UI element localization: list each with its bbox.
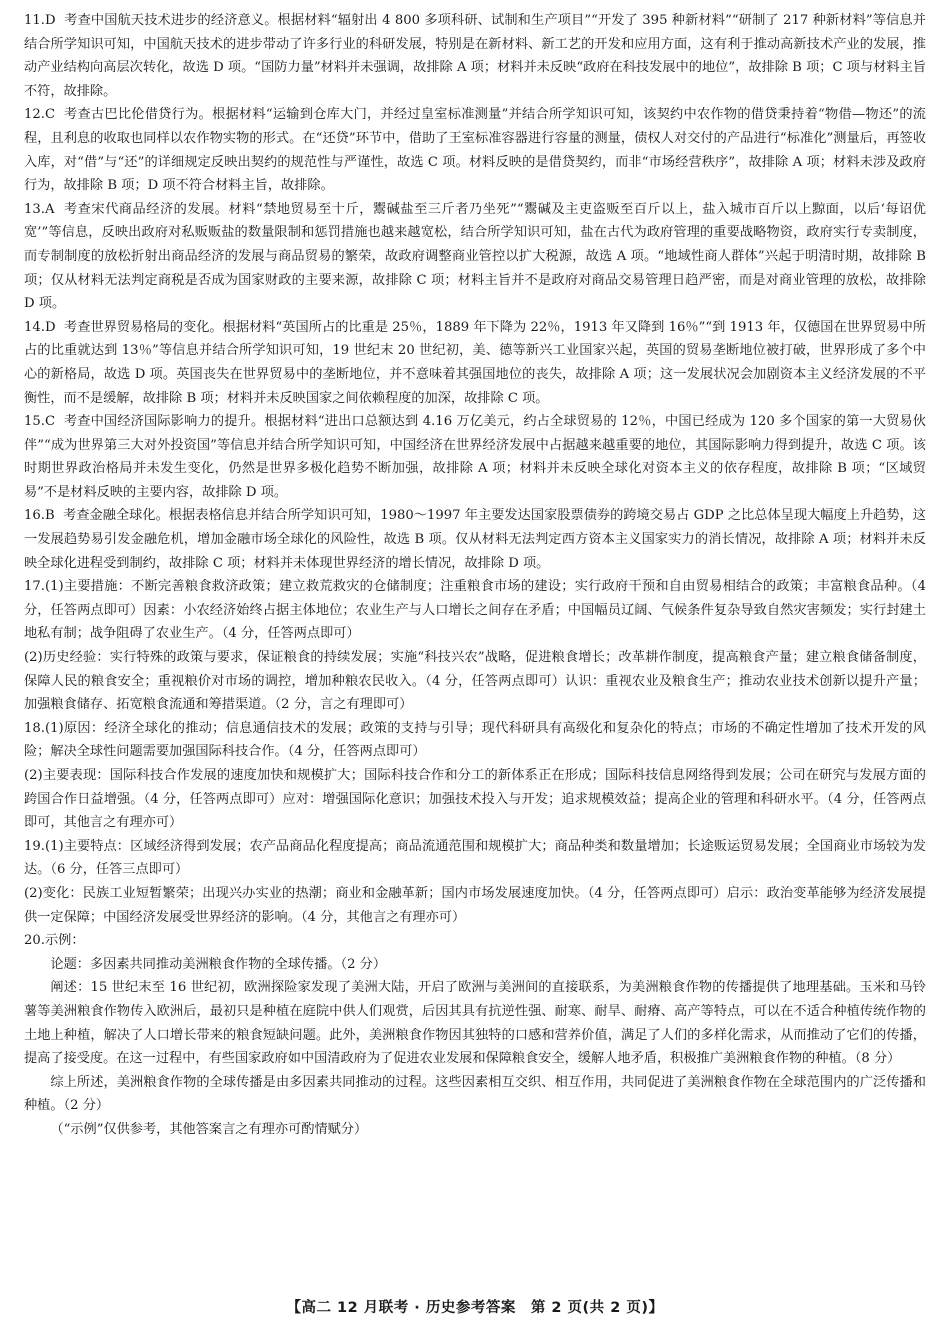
- answer-number: 20.: [24, 933, 45, 949]
- answer-20-note: （“示例”仅供参考，其他答案言之有理亦可酌情赋分）: [50, 1121, 368, 1137]
- answer-text: (1)主要特点：区域经济得到发展；农产品商品化程度提高；商品流通范围和规模扩大；商品种类和数量增加；长途贩运贸易发展；全国商业市场较为发达。（6 分，任答三点即可）: [24, 838, 926, 878]
- answer-19-part2: (2)变化：民族工业短暂繁荣；出现兴办实业的热潮；商业和金融革新；国内市场发展速度加快。（4 分，任答两点即可）启示：政治变革能够为经济发展提供一定保障；中国经济发展受世界经济的影响。（4 分，其他言之有理亦可）: [24, 885, 926, 925]
- answer-text: (1)原因：经济全球化的推动；信息通信技术的发展；政策的支持与引导；现代科研具有高级化和复杂化的特点；市场的不确定性增加了技术开发的风险；解决全球性问题需要加强国际科技合作。（4 分，任答两点即可）: [24, 720, 926, 760]
- answer-number: 17.: [24, 579, 45, 595]
- answer-number: 15.C: [24, 414, 56, 430]
- page-footer: 【高二 12 月联考 · 历史参考答案 第 2 页(共 2 页)】: [286, 1300, 664, 1316]
- example-label: 示例：: [44, 933, 85, 949]
- answer-18-part1: [24, 717, 926, 764]
- answer-text: 考查宋代商品经济的发展。材料“禁地贸易至十斤，鬻碱盐至三斤者乃坐死”“鬻碱及主吏盗贩至百斤以上，盐入城市百斤以上黥面，以后‘每诏优宽’”等信息，反映出政府对私贩贩盐的数量限制和惩罚措施也越来越宽松，结合所学知识可知，盐在古代为政府管理的重要战略物资，政府实行专卖制度，而专制制度的放松折射出商品经济的发展与商品贸易的繁荣，故政府调整商业管控以扩大税源，故选 A 项。“地域性商人群体”兴起于明清时期，故排除 B 项；仅从材料无法判定商税是否成为国家财政的主要来源，故排除 C 项；材料主旨并不是政府对商品交易管理日趋严密，而是对商业管理的放松，故排除 D 项。: [24, 201, 926, 312]
- answer-number: 16.B: [24, 508, 55, 524]
- answer-17-part2: (2)历史经验：实行特殊的政策与要求，保证粮食的持续发展；实施“科技兴农”战略，促进粮食增长；改革耕作制度，提高粮食产量；建立粮食储备制度，保障人民的粮食安全；重视粮价对市场的调控，增加种粮农民收入。（4 分，任答两点即可）认识：重视农业及粮食生产；推动农业技术创新以提升产量；加强粮食储存、拓宽粮食流通和筹措渠道。（2 分，言之有理即可）: [24, 650, 926, 713]
- answer-text: 考查古巴比伦借贷行为。根据材料“运输到仓库大门，并经过皇室标准测量”并结合所学知识可知，该契约中农作物的借贷秉持着“物借—物还”的流程，且利息的收取也同样以农作物实物的形式。在“还贷”环节中，借助了王室标准容器进行容量的测量，债权人对交付的产品进行“标准化”测量后，再签收入库，对“借”与“还”的详细规定反映出契约的规范性与严谨性，故选 C 项。材料反映的是借贷契约，而非“市场经营秩序”，故排除 A 项；材料未涉及政府行为，故排除 B 项；D 项不符合材料主旨，故排除。: [24, 107, 926, 194]
- answer-text: 考查中国航天技术进步的经济意义。根据材料“辐射出 4 800 多项科研、试制和生产项目”“开发了 395 种新材料”“研制了 217 种新材料”等信息并结合所学知识可知，中国航天技术的进步带动了许多行业的科研发展，特别是在新材料、新工艺的开发和应用方面，这有利于推动高新技术产业的发展，推动产业结构向高层次转化，故选 D 项。“国防力量”材料并未强调，故排除 A 项；材料并未反映“政府在科技发展中的地位”，故排除 B 项；C 项与材料主旨不符，故排除。: [24, 13, 926, 99]
- answer-19-part1: [24, 835, 926, 882]
- answer-20-body: 阐述：15 世纪末至 16 世纪初，欧洲探险家发现了美洲大陆，开启了欧洲与美洲间的直接联系，为美洲粮食作物的传播提供了地理基础。玉米和马铃薯等美洲粮食作物传入欧洲后，最初只是种植在庭院中供人们观赏，后因其具有抗逆性强、耐寒、耐旱、耐瘠、高产等特点，可以在不适合种植传统作物的土地上种植，解决了人口增长带来的粮食短缺问题。此外，美洲粮食作物因其独特的口感和营养价值，满足了人们的多样化需求，从而推动了它们的传播，提高了接受度。在这一过程中，有些国家政府如中国清政府为了促进农业发展和保障粮食安全，缓解人地矛盾，积极推广美洲粮食作物的种植。（8 分）: [24, 980, 926, 1067]
- answer-13: [24, 198, 926, 316]
- answer-number: 14.D: [24, 319, 56, 335]
- answer-text: 考查中国经济国际影响力的提升。根据材料“进出口总额达到 4.16 万亿美元，约占全球贸易的 12％，中国已经成为 120 多个国家的第一大贸易伙伴”“成为世界第三大对外投资国”等信息并结合所学知识可知，中国经济在世界经济发展中占据越来越重要的地位，其国际影响力得到提升，故选 C 项。该时期世界政治格局并未发生变化，仍然是世界多极化趋势不断加强，故排除 A 项；材料并未反映全球化对资本主义的依存程度，故排除 B 项；“区域贸易”不是材料反映的主要内容，故排除 D 项。: [24, 414, 926, 500]
- answer-20-conclusion: 综上所述，美洲粮食作物的全球传播是由多因素共同推动的过程。这些因素相互交织、相互作用，共同促进了美洲粮食作物在全球范围内的广泛传播和种植。（2 分）: [24, 1074, 926, 1114]
- answer-20-thesis: 论题：多因素共同推动美洲粮食作物的全球传播。（2 分）: [50, 956, 387, 972]
- answer-number: 11.D: [24, 13, 56, 28]
- answer-number: 12.C: [24, 107, 56, 123]
- answer-text: (1)主要措施：不断完善粮食救济政策；建立救荒救灾的仓储制度；注重粮食市场的建设；实行政府干预和自由贸易相结合的政策；丰富粮食品种。（4 分，任答两点即可）因素：小农经济始终占据主体地位；农业生产与人口增长之间存在矛盾；中国幅员辽阔、气候条件复杂导致自然灾害频发；实行封建土地私有制；战争阻碍了农业生产。（4 分，任答两点即可）: [24, 579, 926, 642]
- answer-20-header: [24, 929, 926, 953]
- answer-11: [24, 9, 926, 103]
- answer-number: 13.A: [24, 201, 55, 217]
- answer-18-part2: (2)主要表现：国际科技合作发展的速度加快和规模扩大；国际科技合作和分工的新体系正在形成；国际科技信息网络得到发展；公司在研究与发展方面的跨国合作日益增强。（4 分，任答两点即可）应对：增强国际化意识；加强技术投入与开发；追求规模效益；提高企业的管理和科研水平。（4 分，任答两点即可，其他言之有理亦可）: [24, 768, 926, 831]
- answer-number: 19.: [24, 838, 45, 854]
- answer-17-part1: [24, 575, 926, 646]
- answer-text: 考查金融全球化。根据表格信息并结合所学知识可知，1980～1997 年主要发达国家股票债券的跨境交易占 GDP 之比总体呈现大幅度上升趋势，这一发展趋势易引发金融危机，增加金融市场全球化的风险性，故选 B 项。仅从材料无法判定西方资本主义国家实力的消长情况，故排除 A 项；材料并未反映全球化进程受到制约，故排除 C 项；材料并未体现世界经济的增长情况，故排除 D 项。: [24, 508, 926, 571]
- answer-14: [24, 316, 926, 410]
- answer-15: [24, 410, 926, 504]
- answer-number: 18.: [24, 720, 45, 736]
- answer-16: [24, 504, 926, 575]
- answer-12: [24, 103, 926, 197]
- answer-content: [24, 9, 926, 1142]
- answer-text: 考查世界贸易格局的变化。根据材料“英国所占的比重是 25％，1889 年下降为 22％，1913 年又降到 16％”“到 1913 年，仅德国在世界贸易中所占的比重就达到 13％”等信息并结合所学知识可知，19 世纪末 20 世纪初，美、德等新兴工业国家兴起，英国的贸易垄断地位被打破，世界形成了多个中心的新格局，故选 D 项。英国丧失在世界贸易中的垄断地位，并不意味着其强国地位的丧失，故排除 A 项；这一发展状况会加剧资本主义经济发展的不平衡性，而不是缓解，故排除 B 项；材料并未反映国家之间依赖程度的加深，故排除 C 项。: [24, 319, 926, 406]
